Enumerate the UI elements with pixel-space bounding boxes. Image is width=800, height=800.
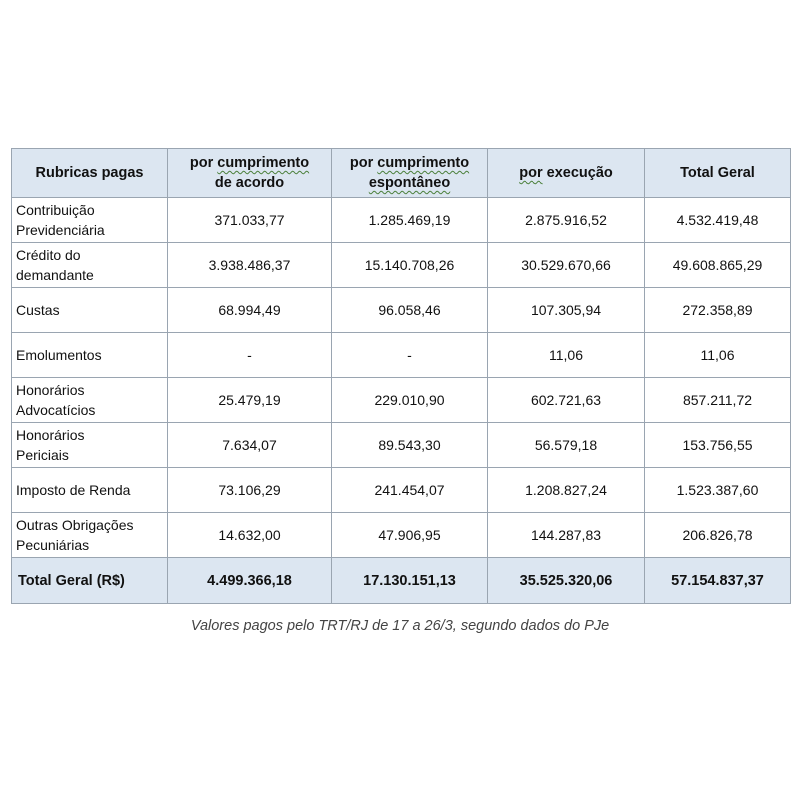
row-label: Emolumentos — [12, 333, 168, 378]
header-total-geral — [645, 149, 791, 198]
cell-value: 272.358,89 — [645, 288, 791, 333]
cell-value: 11,06 — [645, 333, 791, 378]
row-label — [12, 423, 168, 468]
cell-value: 371.033,77 — [168, 198, 332, 243]
header-text: por — [189, 155, 218, 171]
table-row — [12, 513, 791, 558]
header-text-spellcheck: cumprimento — [377, 155, 470, 171]
table-row — [12, 198, 791, 243]
total-value: 35.525.320,06 — [488, 558, 645, 604]
cell-value: 15.140.708,26 — [332, 243, 488, 288]
row-label — [12, 243, 168, 288]
cell-value: 241.454,07 — [332, 468, 488, 513]
header-execucao — [488, 149, 645, 198]
row-label-line1: Contribuição — [16, 202, 95, 218]
row-label-line2: Periciais — [16, 447, 69, 463]
cell-value: 56.579,18 — [488, 423, 645, 468]
header-text-spellcheck: cumprimento — [217, 155, 310, 171]
cell-value: 49.608.865,29 — [645, 243, 791, 288]
header-text: de acordo — [214, 175, 285, 191]
header-text-spellcheck: espontâneo — [368, 175, 451, 191]
header-text-spellcheck: por — [519, 165, 543, 181]
cell-value: 11,06 — [488, 333, 645, 378]
total-value: 57.154.837,37 — [645, 558, 791, 604]
cell-value: 47.906,95 — [332, 513, 488, 558]
payments-table-wrapper — [11, 148, 790, 604]
cell-value: 73.106,29 — [168, 468, 332, 513]
row-label: Imposto de Renda — [12, 468, 168, 513]
cell-value: 68.994,49 — [168, 288, 332, 333]
header-text: Total Geral — [680, 165, 755, 181]
cell-value: 602.721,63 — [488, 378, 645, 423]
table-row — [12, 333, 791, 378]
cell-value: 14.632,00 — [168, 513, 332, 558]
cell-value: 30.529.670,66 — [488, 243, 645, 288]
cell-value: 107.305,94 — [488, 288, 645, 333]
row-label-line2: Previdenciária — [16, 222, 105, 238]
table-caption: Valores pagos pelo TRT/RJ de 17 a 26/3, segundo dados do PJe — [190, 618, 610, 634]
header-text: execução — [542, 165, 613, 181]
cell-value: 89.543,30 — [332, 423, 488, 468]
total-value: 4.499.366,18 — [168, 558, 332, 604]
header-cumprimento-acordo — [168, 149, 332, 198]
cell-value: 96.058,46 — [332, 288, 488, 333]
cell-value: 25.479,19 — [168, 378, 332, 423]
table-header-row — [12, 149, 791, 198]
row-label-line1: Outras Obrigações — [16, 517, 134, 533]
cell-value: 229.010,90 — [332, 378, 488, 423]
row-label — [12, 513, 168, 558]
header-cumprimento-espontaneo — [332, 149, 488, 198]
header-rubricas — [12, 149, 168, 198]
table-row — [12, 468, 791, 513]
cell-value: 153.756,55 — [645, 423, 791, 468]
cell-value: 1.285.469,19 — [332, 198, 488, 243]
total-row — [12, 558, 791, 604]
row-label-line2: Advocatícios — [16, 402, 96, 418]
row-label-line1: Honorários — [16, 427, 85, 443]
cell-value: 206.826,78 — [645, 513, 791, 558]
table-row — [12, 423, 791, 468]
cell-value: 2.875.916,52 — [488, 198, 645, 243]
cell-value: 3.938.486,37 — [168, 243, 332, 288]
row-label-line2: demandante — [16, 267, 94, 283]
cell-value: 1.523.387,60 — [645, 468, 791, 513]
table-row — [12, 243, 791, 288]
total-value: 17.130.151,13 — [332, 558, 488, 604]
row-label-line1: Honorários — [16, 382, 85, 398]
cell-value: 1.208.827,24 — [488, 468, 645, 513]
total-label: Total Geral (R$) — [12, 558, 168, 604]
row-label — [12, 198, 168, 243]
cell-value: 857.211,72 — [645, 378, 791, 423]
header-text: por — [349, 155, 378, 171]
row-label: Custas — [12, 288, 168, 333]
row-label-line2: Pecuniárias — [16, 537, 90, 553]
cell-value: 7.634,07 — [168, 423, 332, 468]
cell-value: - — [168, 333, 332, 378]
payments-table — [11, 148, 791, 604]
row-label-line1: Crédito do — [16, 247, 81, 263]
cell-value: 144.287,83 — [488, 513, 645, 558]
cell-value: 4.532.419,48 — [645, 198, 791, 243]
table-row — [12, 378, 791, 423]
header-rubricas-text: Rubricas pagas — [35, 165, 144, 181]
table-row — [12, 288, 791, 333]
cell-value: - — [332, 333, 488, 378]
row-label — [12, 378, 168, 423]
